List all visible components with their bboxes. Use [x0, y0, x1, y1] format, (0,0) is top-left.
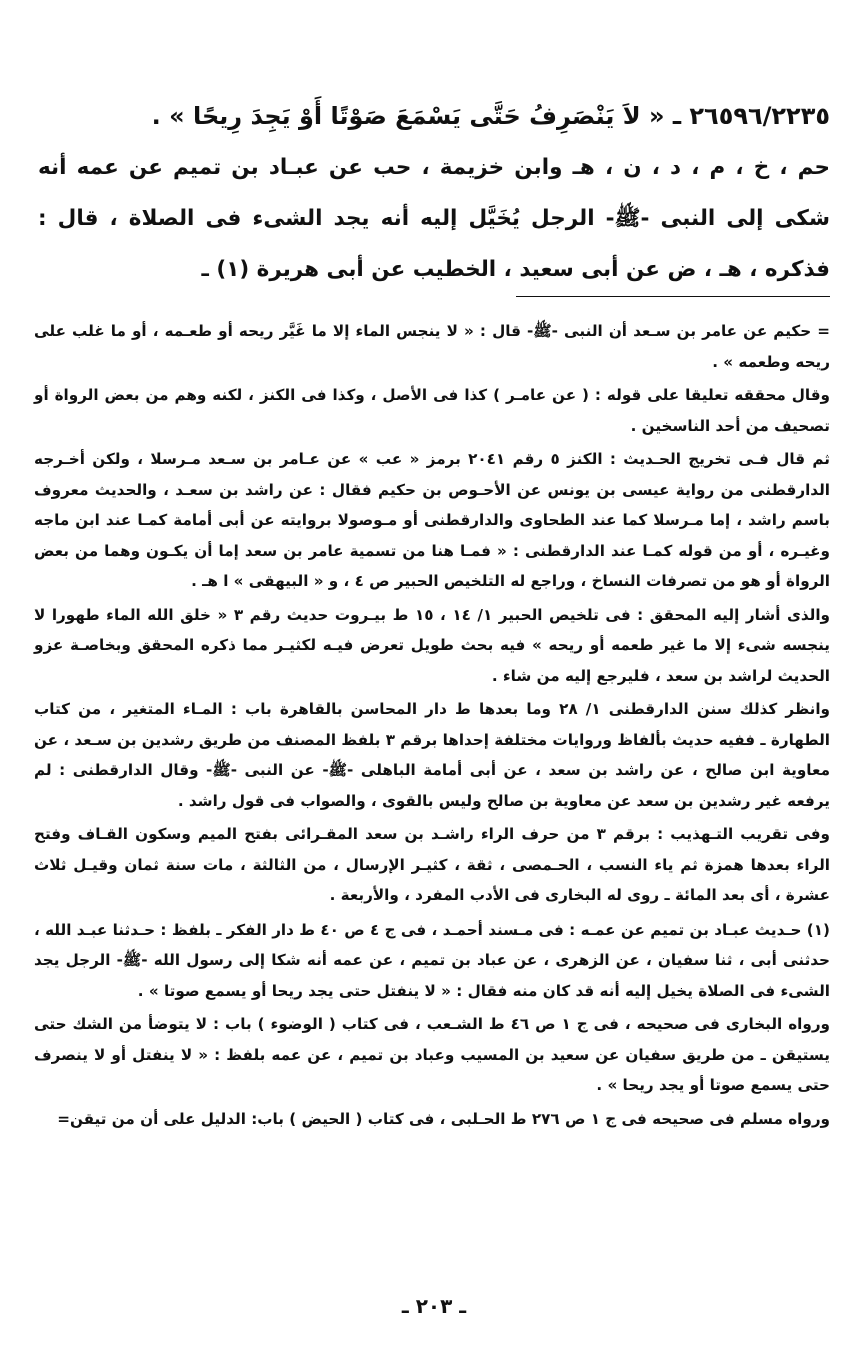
main-text — [38, 92, 830, 295]
continued-note: وفى تقريب التـهذيب : برقم ٣ من حرف الراء راشـد بن سعد المقـرائى بفتح الميم وسكون القـاف وفتح الراء بعدها همزة ثم ياء النسب ، الحـمصى ، ثقة ، كثيـر الإرسال ، من الثالثة ، مات سنة ثمان وقيـل ثلاث عشرة ، أى بعد المائة ـ روى له البخارى فى الأدب المفرد ، والأربعة . — [34, 825, 830, 904]
footnote-paragraph: ورواه مسلم فى صحيحه فى ج ١ ص ٢٧٦ ط الحـلبى ، فى كتاب ( الحيض ) باب: الدليل على أن من تيقن= — [57, 1109, 830, 1128]
hadith-sources: حم ، خ ، م ، د ، ن ، هـ وابن خزيمة ، حب عن عبـاد بن تميم عن عمه أنه شكى إلى النبى -ﷺ- الرجل يُخَيَّل إليه أنه يجد الشىء فى الصلاة ، قال : فذكره ، هـ ، ض عن أبى سعيد ، الخطيب عن أبى هريرة (١) ـ — [38, 155, 830, 282]
footnote-1: (١) حـديث عبـاد بن تميم عن عمـه : فى مـسند أحمـد ، فى ج ٤ ص ٤٠ ط دار الفكر ـ بلفظ : حـدثنا عبـد الله ، حدثنى أبى ، ثنا سفيان ، عن الزهرى ، عن عباد بن تميم ، عن عمه أنه شكا إلى رسول الله -ﷺ- الرجل يجد الشىء فى الصلاة يخيل إليه أنه قد كان منه فقال : « لا ينفتل حتى يجد ريحا أو يسمع صوتا » . — [34, 920, 830, 1000]
continued-note: ثم قال فـى تخريج الحـديث : الكنز ٥ رقم ٢٠٤١ برمز « عب » عن عـامر بن سـعد مـرسلا ، ولكن أخـرجه الدارقطنى من رواية عيسى بن يونس عن الأحـوص بن حكيم فقال : عن راشد بن سعـد ، والحديث معروف باسم راشد ، إما مـرسلا كما عند الطحاوى والدارقطنى أو مـوصولا بروايته عن أبى أمامة كمـا عند ابن ماجه وغيـره ، أو من قوله كمـا عند الدارقطنى : « فمـا هنا من تسمية عامر بن سعد إما أن يكـون وهما من بعض الرواة أو هو من تصرفات النساخ ، وراجع له التلخيص الحبير ص ٤ ، و « البيهقى » ا هـ . — [34, 450, 830, 590]
footnotes-section — [34, 316, 830, 1137]
footnote-separator — [516, 296, 830, 297]
continued-note: وقال محققه تعليقا على قوله : ( عن عامـر ) كذا فى الأصل ، وكذا فى الكنز ، لكنه وهم من بعض الرواة أو تصحيف من أحد الناسخين . — [34, 386, 830, 435]
continued-note: = حكيم عن عامر بن سـعد أن النبى -ﷺ- قال : « لا ينجس الماء إلا ما غَيَّر ريحه أو طعـمه ، أو ما غلب على ريحه وطعمه » . — [34, 322, 830, 371]
hadith-heading: ٢٦٥٩٦/٢٢٣٥ ـ « لاَ يَنْصَرِفُ حَتَّى يَسْمَعَ صَوْتًا أَوْ يَجِدَ رِيحًا » . — [151, 102, 830, 130]
page-number: ـ ٢٠٣ ـ — [401, 1294, 467, 1318]
footnote-paragraph: ورواه البخارى فى صحيحه ، فى ج ١ ص ٤٦ ط الشـعب ، فى كتاب ( الوضوء ) باب : لا يتوضأ من الشك حتى يستيقن ـ من طريق سفيان عن سعيد بن المسيب وعباد بن تميم ، عن عمه بلفظ : « لا ينفتل أو لا ينصرف حتى يسمع صوتا أو يجد ريحا » . — [34, 1015, 830, 1094]
continued-note: وانظر كذلك سنن الدارقطنى ١/ ٢٨ وما بعدها ط دار المحاسن بالقاهرة باب : المـاء المتغير ، من كتاب الطهارة ـ ففيه حديث بألفاظ وروايات مختلفة إحداها برقم ٣ بلفظ المصنف من طريق رشدين بن سـعد ، عن معاوية ابن صالح ، عن راشد بن سعد ، عن أبى أمامة الباهلى -ﷺ- عن النبى -ﷺ- وقال الدارقطنى : لم يرفعه غير رشدين بن سعد عن معاوية بن صالح وليس بالقوى ، والصواب فى قول راشد . — [34, 700, 830, 810]
continued-note: والذى أشار إليه المحقق : فى تلخيص الحبير ١/ ١٤ ، ١٥ ط بيـروت حديث رقم ٣ « خلق الله الماء طهورا لا ينجسه شىء إلا ما غير طعمه أو ريحه » فيه بحث طويل تعرض فيـه لكثيـر مما ذكره المحقق وبخاصـة عزو الحديث لراشد بن سعد ، فليرجع إليه من شاء . — [34, 605, 830, 685]
